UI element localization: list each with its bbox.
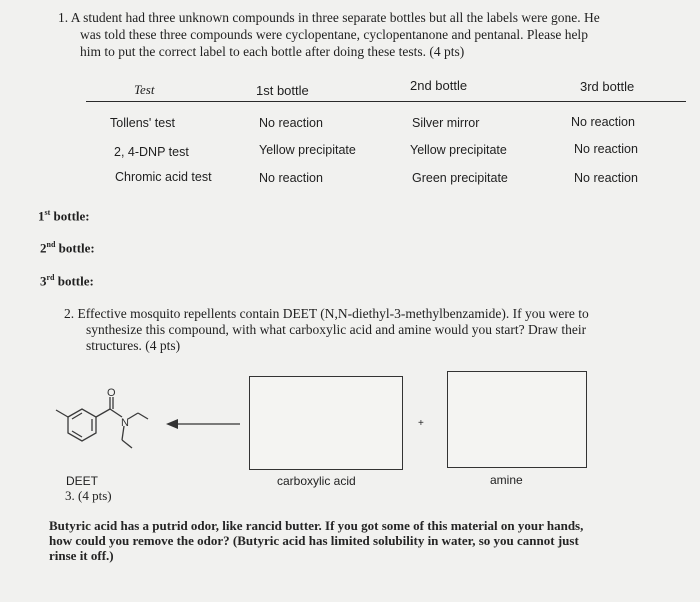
table-cell: No reaction: [574, 142, 638, 156]
question2-line: synthesize this compound, with what carboxylic acid and amine would you start? Draw their: [86, 322, 587, 337]
carboxylic-acid-label: carboxylic acid: [277, 474, 356, 488]
bottle-answer-label: 3rd bottle:: [40, 273, 94, 289]
question3-line: rinse it off.): [49, 548, 114, 563]
question3-line: how could you remove the odor? (Butyric acid has limited solubility in water, so you cannot just: [49, 533, 579, 548]
table-header-rule: [86, 101, 686, 102]
question1-line: 1. A student had three unknown compounds in three separate bottles but all the labels were gone. He: [58, 10, 600, 25]
plus-sign: +: [418, 418, 424, 429]
table-cell: No reaction: [259, 171, 323, 185]
deet-structure: [44, 384, 244, 464]
table-header-test: Test: [134, 82, 155, 97]
table-header-bottle3: 3rd bottle: [580, 79, 635, 94]
bottle-answer-label: 1st bottle:: [38, 208, 90, 224]
table-header-bottle1: 1st bottle: [256, 83, 309, 98]
table-cell: No reaction: [571, 115, 635, 129]
deet-label: DEET: [66, 474, 99, 488]
question2-line: 2. Effective mosquito repellents contain DEET (N,N-diethyl-3-methylbenzamide). If you were to: [64, 306, 589, 321]
table-cell: Tollens' test: [110, 116, 175, 130]
table-cell: Yellow precipitate: [259, 143, 356, 157]
question1-line: was told these three compounds were cyclopentane, cyclopentanone and pentanal. Please help: [80, 27, 588, 42]
amine-label: amine: [490, 473, 523, 487]
table-header-bottle2: 2nd bottle: [410, 78, 468, 93]
question3-header: 3. (4 pts): [65, 488, 112, 503]
oxygen-atom: O: [107, 387, 116, 399]
carboxylic-acid-box[interactable]: [249, 376, 403, 470]
table-cell: No reaction: [259, 116, 323, 130]
table-cell: 2, 4-DNP test: [114, 145, 189, 159]
amine-box[interactable]: [447, 371, 587, 468]
table-cell: Green precipitate: [412, 171, 508, 185]
nitrogen-atom: N: [121, 417, 129, 429]
table-cell: Chromic acid test: [115, 170, 212, 184]
table-cell: Yellow precipitate: [410, 143, 507, 157]
question2-line: structures. (4 pts): [86, 338, 181, 353]
bottle-answer-label: 2nd bottle:: [40, 240, 95, 256]
table-cell: No reaction: [574, 171, 638, 185]
question1-line: him to put the correct label to each bottle after doing these tests. (4 pts): [80, 44, 465, 59]
table-cell: Silver mirror: [412, 116, 480, 130]
arrow-head-icon: [166, 419, 178, 429]
question3-line: Butyric acid has a putrid odor, like rancid butter. If you got some of this material on your hands,: [49, 518, 584, 533]
